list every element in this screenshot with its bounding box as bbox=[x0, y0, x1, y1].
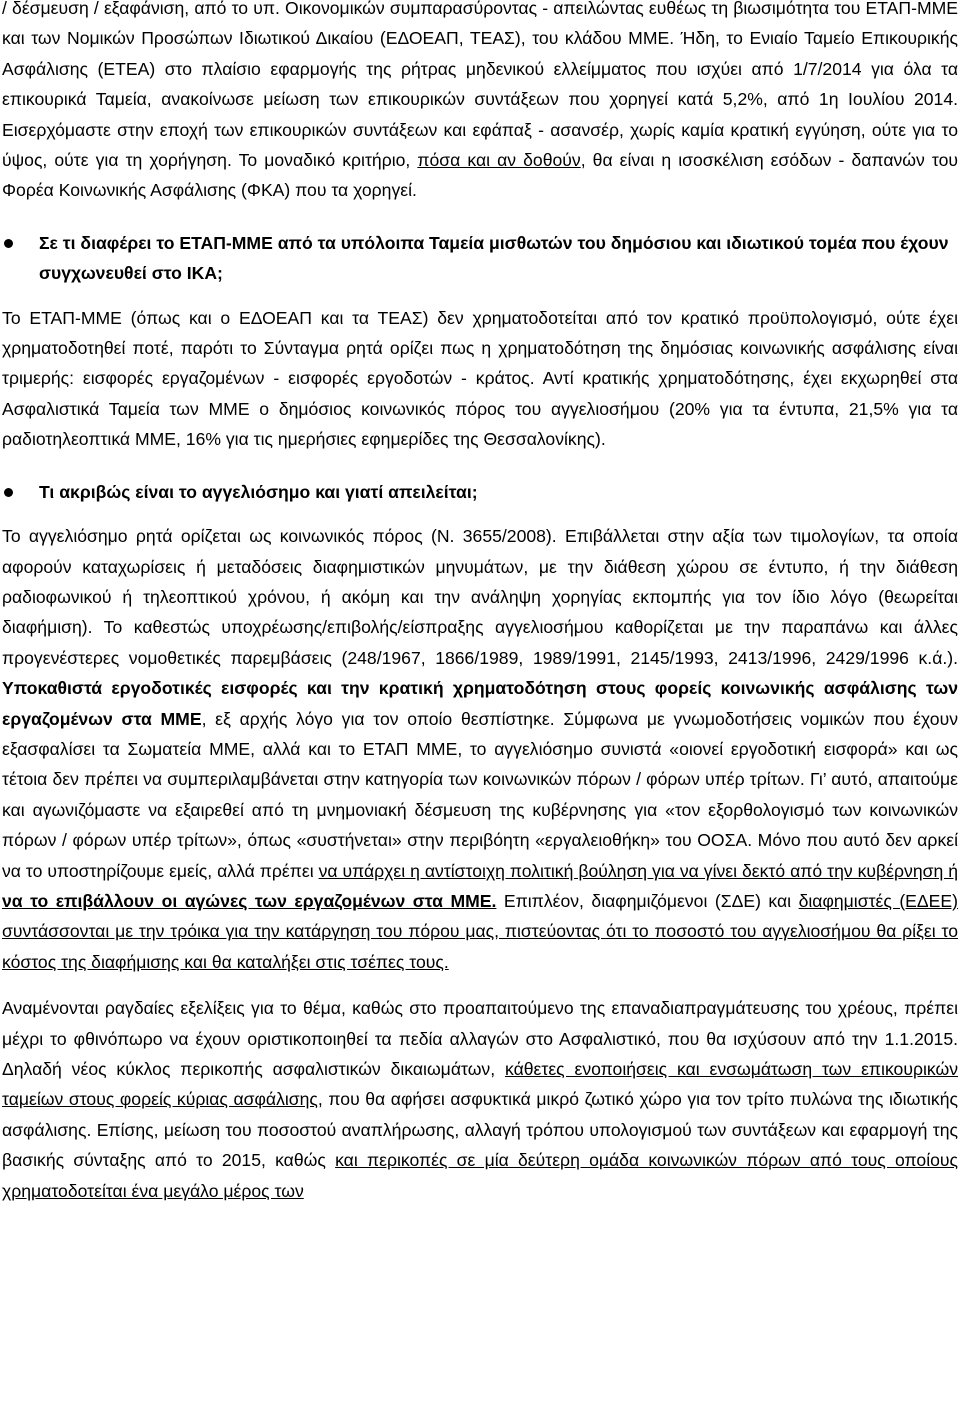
text-run: , που θα αφήσει ασφυκτικά μικρό ζωτικό χώρο για τον τρίτο πυλώνα της ιδιωτικής ασφάλισης. Επίσης, μείωση του ποσοστού αναπλήρωσης, αλλαγή τρόπου υπολογισμού των συντάξεων και εφαρμογή της βασικής σύνταξης από το 2015, καθώς bbox=[2, 1089, 958, 1171]
text-run: , θα είναι η ισοσκέλιση εσόδων - δαπανών του Φορέα Κοινωνικής Ασφάλισης (ΦΚΑ) που τα χορηγεί. bbox=[2, 150, 958, 201]
question-heading-1: Σε τι διαφέρει το ΕΤΑΠ-ΜΜΕ από τα υπόλοιπα Ταμεία μισθωτών του δημόσιου και ιδιωτικού τομέα που έχουν συγχωνευθεί στο ΙΚΑ; bbox=[2, 228, 958, 289]
text-run: Αναμένονται ραγδαίες εξελίξεις για το θέμα, καθώς στο προαπαιτούμενο της επαναδιαπραγμάτευσης του χρέους, πρέπει μέχρι το φθινόπωρο να έχουν οριστικοποιηθεί τα πεδία αλλαγών στο Ασφαλιστικό, που θα ισχύσουν από την 1.1.2015. Δηλαδή νέος κύκλος περικοπής ασφαλιστικών δικαιωμάτων, bbox=[2, 998, 958, 1079]
text-run: Επιπλέον, διαφημιζόμενοι (ΣΔΕ) και bbox=[496, 890, 799, 911]
underlined-text: να υπάρχει η αντίστοιχη πολιτική βούληση για να γίνει δεκτό από την κυβέρνηση ή bbox=[318, 860, 958, 881]
bold-text: Υποκαθιστά εργοδοτικές εισφορές και την κρατική χρηματοδότηση στους φορείς κοινωνικής ασφάλισης των εργαζομένων στα ΜΜΕ bbox=[2, 678, 958, 729]
text-run: Το αγγελιόσημο ρητά ορίζεται ως κοινωνικός πόρος (Ν. 3655/2008). Επιβάλλεται στην αξία των τιμολογίων, τα οποία αφορούν καταχωρίσεις ή μεταδόσεις διαφημιστικών μηνυμάτων, με την διάθεση χώρου σε έντυπο, ή την διάθεση ραδιοφωνικού ή τηλεοπτικού χρόνου, ή ακόμη και την ανάληψη χορηγίας εκπομπής για τον ίδιο λόγο (θεωρείται διαφήμιση). Το καθεστώς υποχρέωσης/επιβολής/είσπραξης αγγελιοσήμου καθορίζεται με την παραπάνω και άλλες προγενέστερες νομοθετικές παρεμβάσεις (248/1967, 1866/1989, 1989/1991, 2145/1993, 2413/1996, 2429/1996 κ.ά.). bbox=[2, 526, 958, 668]
bold-underlined-text: να το επιβάλλουν οι αγώνες των εργαζομένων στα ΜΜΕ. bbox=[2, 890, 497, 911]
underlined-text: κάθετες ενοποιήσεις και ενσωμάτωση των επικουρικών ταμείων στους φορείς κύριας ασφάλισης bbox=[2, 1059, 958, 1110]
answer-paragraph-1: Το ΕΤΑΠ-ΜΜΕ (όπως και ο ΕΔΟΕΑΠ και τα ΤΕΑΣ) δεν χρηματοδοτείται από τον κρατικό προϋπολογισμό, ούτε έχει χρηματοδοτηθεί ποτέ, παρότι το Σύνταγμα ρητά ορίζει πως η χρηματοδότηση της δημόσιας κοινωνικής ασφάλισης είναι τριμερής: εισφορές εργαζομένων - εισφορές εργοδοτών - κράτος. Αντί κρατικής χρηματοδότησης, έχει εκχωρηθεί στα Ασφαλιστικά Ταμεία των ΜΜΕ ο δημόσιος κοινωνικός πόρος του αγγελιοσήμου (20% για τα έντυπα, 21,5% για τα ραδιοτηλεοπτικά ΜΜΕ, 16% για τις ημερήσιες εφημερίδες της Θεσσαλονίκης). bbox=[2, 307, 958, 450]
answer-paragraph-2 bbox=[2, 521, 958, 977]
text-run: , εξ αρχής λόγο για τον οποίο θεσπίστηκε. Σύμφωνα με γνωμοδοτήσεις νομικών που έχουν εξασφαλίσει τα Σωματεία ΜΜΕ, αλλά και το ΕΤΑΠ ΜΜΕ, το αγγελιόσημο συνιστά «οιονεί εργοδοτική εισφορά» και ως τέτοια δεν πρέπει να συμπεριλαμβάνεται στην κατηγορία των κοινωνικών πόρων / φόρων υπέρ τρίτων. Γι’ αυτό, απαιτούμε και αγωνιζόμαστε να εξαιρεθεί από τη μνημονιακή δέσμευση της κυβέρνησης για «τον εξορθολογισμό των κοινωνικών πόρων / φόρων υπέρ τρίτων», όπως «συστήνεται» στην περιβόητη «εργαλειοθήκη» του ΟΟΣΑ. Μόνο που αυτό δεν αρκεί να το υποστηρίζουμε εμείς, αλλά πρέπει bbox=[2, 708, 958, 881]
underlined-text: και περικοπές σε μία δεύτερη ομάδα κοινωνικών πόρων από τους οποίους χρηματοδοτείται ένα μεγάλο μέρος των bbox=[2, 1150, 958, 1201]
underlined-text: διαφημιστές (ΕΔΕΕ) συντάσσονται με την τρόικα για την κατάργηση του πόρου μας, πιστεύοντας ότι το ποσοστό του αγγελιοσήμου θα ρίξει το κόστος της διαφήμισης και θα καταλήξει στις τσέπες τους. bbox=[2, 890, 959, 972]
question-heading-2: Τι ακριβώς είναι το αγγελιόσημο και γιατί απειλείται; bbox=[2, 477, 958, 507]
underlined-text: πόσα και αν δοθούν bbox=[417, 150, 581, 171]
intro-paragraph bbox=[2, 0, 958, 206]
closing-paragraph bbox=[2, 993, 958, 1206]
text-run: / δέσμευση / εξαφάνιση, από το υπ. Οικονομικών συμπαρασύροντας - απειλώντας ευθέως τη βιωσιμότητα του ΕΤΑΠ-ΜΜΕ και των Νομικών Προσώπων Ιδιωτικού Δικαίου (ΕΔΟΕΑΠ, ΤΕΑΣ), του κλάδου ΜΜΕ. Ήδη, το Ενιαίο Ταμείο Επικουρικής Ασφάλισης (ΕΤΕΑ) στο πλαίσιο εφαρμογής της ρήτρας μηδενικού ελλείμματος που ισχύει από 1/7/2014 για όλα τα επικουρικά Ταμεία, ανακοίνωσε μείωση των επικουρικών συντάξεων που χορηγεί κατά 5,2%, από 1η Ιουλίου 2014. Εισερχόμαστε στην εποχή των επικουρικών συντάξεων και εφάπαξ - ασανσέρ, χωρίς καμία κρατική εγγύηση, ούτε για το ύψος, ούτε για τη χορήγηση. Το μοναδικό κριτήριο, bbox=[2, 0, 958, 171]
